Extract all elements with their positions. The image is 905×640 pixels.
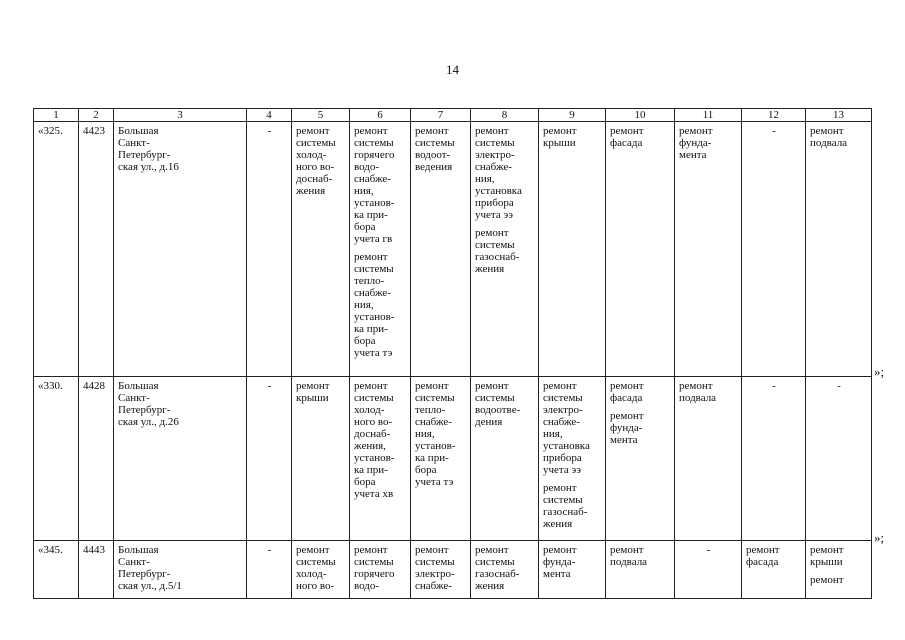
cell-text-line: ремонт (475, 544, 509, 556)
cell-text-line: системы (475, 556, 515, 568)
cell-text-line: газоснаб- (475, 251, 520, 263)
cell-text-line: системы (415, 556, 455, 568)
cell-text-line: установ- (354, 311, 395, 323)
repair-schedule-table (33, 108, 872, 599)
cell-text-line: ская ул., д.26 (118, 416, 179, 428)
cell-text-line: учета тэ (415, 476, 454, 488)
cell-text-line: снабже- (354, 173, 391, 185)
cell-text-line: газоснаб- (475, 568, 520, 580)
table-cell (742, 541, 806, 599)
cell-text-line: ния, (543, 428, 563, 440)
cell-text-line: ремонт (610, 125, 644, 137)
cell-text-block (610, 544, 671, 568)
cell-text-block (83, 544, 110, 556)
table-cell (34, 541, 79, 599)
cell-text-block (679, 380, 738, 404)
cell-text-line: системы (354, 392, 394, 404)
cell-text-line: подвала (610, 556, 648, 568)
cell-text-block (83, 125, 110, 137)
cell-text-line: системы (475, 137, 515, 149)
cell-text-block (354, 125, 407, 245)
table-cell (79, 541, 114, 599)
table-cell (411, 377, 471, 541)
cell-text-line: водоот- (415, 149, 451, 161)
cell-text-line: ремонт (415, 380, 449, 392)
cell-text-block (354, 380, 407, 500)
table-cell (292, 541, 350, 599)
cell-text-line: системы (296, 556, 336, 568)
cell-text-line: электро- (415, 568, 455, 580)
cell-text-line: 4443 (83, 544, 105, 556)
cell-text-line: ния, (415, 428, 435, 440)
column-header: 4 (247, 109, 292, 122)
cell-text-line: системы (354, 263, 394, 275)
cell-text-line: установ- (354, 197, 395, 209)
cell-text-line: системы (475, 239, 515, 251)
table-cell (114, 122, 247, 377)
cell-text-line: Петербург- (118, 404, 171, 416)
cell-text-block (83, 380, 110, 392)
cell-text-line: - (706, 544, 711, 556)
cell-text-block (251, 380, 288, 392)
cell-text-line: фунда- (543, 556, 576, 568)
table-row (34, 541, 872, 599)
cell-text-line: Большая (118, 380, 159, 392)
cell-text-line: крыши (543, 137, 576, 149)
cell-text-line: Петербург- (118, 568, 171, 580)
cell-text-line: ремонт (810, 125, 844, 137)
cell-text-line: ния, (475, 173, 495, 185)
cell-text-line: ремонт (354, 544, 388, 556)
cell-text-block (810, 544, 868, 568)
column-header: 1 (34, 109, 79, 122)
cell-text-block (610, 125, 671, 149)
column-header: 7 (411, 109, 471, 122)
cell-text-block (38, 125, 75, 137)
table-row (34, 122, 872, 377)
cell-text-line: холод- (354, 404, 385, 416)
cell-text-line: системы (543, 392, 583, 404)
column-header: 6 (350, 109, 411, 122)
cell-text-line: Санкт- (118, 392, 150, 404)
cell-text-block (746, 544, 802, 568)
table-cell (34, 377, 79, 541)
table-cell (675, 541, 742, 599)
cell-text-line: 4423 (83, 125, 105, 137)
table-cell (471, 122, 539, 377)
cell-text-line: ного во- (354, 416, 393, 428)
cell-text-line: снабже- (475, 161, 512, 173)
cell-text-line: ремонт (296, 125, 330, 137)
table-cell (247, 122, 292, 377)
cell-text-line: учета ээ (543, 464, 581, 476)
cell-text-line: жения (475, 580, 505, 592)
cell-text-block (543, 380, 602, 476)
cell-text-block (354, 251, 407, 359)
cell-text-line: снабже- (543, 416, 580, 428)
cell-text-line: электро- (543, 404, 583, 416)
cell-text-line: установка (543, 440, 590, 452)
cell-text-line: системы (354, 137, 394, 149)
cell-text-line: 4428 (83, 380, 105, 392)
cell-text-block (475, 380, 535, 428)
table-cell (539, 122, 606, 377)
cell-text-line: бора (415, 464, 437, 476)
column-header: 8 (471, 109, 539, 122)
cell-text-line: прибора (475, 197, 514, 209)
cell-text-line: мента (679, 149, 707, 161)
page-number: 14 (446, 62, 459, 77)
cell-text-block (475, 544, 535, 592)
table-cell (606, 541, 675, 599)
cell-text-block (415, 125, 467, 173)
cell-text-line: учета ээ (475, 209, 513, 221)
table-cell (247, 377, 292, 541)
cell-text-line: горячего (354, 149, 395, 161)
column-header: 12 (742, 109, 806, 122)
cell-text-block (251, 125, 288, 137)
cell-text-line: системы (475, 392, 515, 404)
cell-text-line: ская ул., д.5/1 (118, 580, 182, 592)
table-cell (292, 377, 350, 541)
cell-text-line: ремонт (475, 380, 509, 392)
table-cell (34, 122, 79, 377)
cell-text-block (810, 125, 868, 149)
cell-text-block (296, 125, 346, 197)
cell-text-block (610, 380, 671, 404)
cell-text-line: холод- (296, 568, 327, 580)
cell-text-line: ремонт (543, 380, 577, 392)
cell-text-line: фасада (610, 137, 643, 149)
cell-text-block (543, 544, 602, 580)
column-header: 11 (675, 109, 742, 122)
column-number-header-row (34, 109, 872, 122)
cell-text-line: ремонт (296, 380, 330, 392)
cell-text-line: Большая (118, 544, 159, 556)
cell-text-line: - (267, 380, 272, 392)
cell-text-line: установ- (415, 440, 456, 452)
cell-text-line: «330. (38, 380, 63, 392)
cell-text-line: ремонт (810, 544, 844, 556)
cell-text-line: фасада (746, 556, 779, 568)
cell-text-line: Санкт- (118, 556, 150, 568)
cell-text-line: мента (543, 568, 571, 580)
cell-text-line: холод- (296, 149, 327, 161)
row-end-mark: »; (874, 530, 885, 545)
cell-text-line: установ- (354, 452, 395, 464)
cell-text-line: ремонт (610, 410, 644, 422)
row-end-mark: »; (874, 364, 885, 379)
table-body (34, 122, 872, 599)
cell-text-line: снабже- (415, 416, 452, 428)
table-cell (247, 541, 292, 599)
cell-text-block (679, 544, 738, 556)
cell-text-block (679, 125, 738, 161)
cell-text-block (296, 380, 346, 404)
table-cell (79, 377, 114, 541)
cell-text-block (810, 380, 868, 392)
table-cell (675, 122, 742, 377)
cell-text-line: доснаб- (296, 173, 333, 185)
table-row (34, 377, 872, 541)
cell-text-line: учета хв (354, 488, 394, 500)
cell-text-block (475, 227, 535, 275)
cell-text-line: ремонт (543, 544, 577, 556)
cell-text-line: системы (415, 137, 455, 149)
table-cell (292, 122, 350, 377)
cell-text-line: ка при- (354, 323, 388, 335)
cell-text-block (746, 380, 802, 392)
table-cell (539, 377, 606, 541)
cell-text-block (38, 544, 75, 556)
cell-text-line: горячего (354, 568, 395, 580)
column-header: 13 (806, 109, 872, 122)
cell-text-line: тепло- (354, 275, 385, 287)
table-cell (411, 541, 471, 599)
cell-text-line: водо- (354, 580, 380, 592)
cell-text-line: ремонт (610, 380, 644, 392)
cell-text-line: - (267, 125, 272, 137)
table-cell (350, 541, 411, 599)
table-cell (606, 377, 675, 541)
table-cell (350, 122, 411, 377)
cell-text-line: водоотве- (475, 404, 521, 416)
cell-text-line: доснаб- (354, 428, 391, 440)
cell-text-block (415, 380, 467, 488)
cell-text-line: «345. (38, 544, 63, 556)
cell-text-block (543, 125, 602, 149)
cell-text-line: крыши (810, 556, 843, 568)
cell-text-line: ного во- (296, 580, 335, 592)
table-cell (539, 541, 606, 599)
cell-text-line: - (267, 544, 272, 556)
cell-text-block (415, 544, 467, 592)
cell-text-block (118, 125, 243, 173)
cell-text-line: ведения (415, 161, 453, 173)
table-cell (471, 541, 539, 599)
cell-text-line: ская ул., д.16 (118, 161, 179, 173)
cell-text-line: системы (354, 556, 394, 568)
cell-text-line: мента (610, 434, 638, 446)
cell-text-block (543, 482, 602, 530)
cell-text-line: бора (354, 335, 376, 347)
cell-text-line: ного во- (296, 161, 335, 173)
cell-text-line: подвала (679, 392, 717, 404)
cell-text-line: дения (475, 416, 503, 428)
table-cell (806, 377, 872, 541)
column-header: 10 (606, 109, 675, 122)
cell-text-line: ремонт (543, 482, 577, 494)
cell-text-line: ремонт (679, 125, 713, 137)
table-cell (742, 122, 806, 377)
table-cell (806, 541, 872, 599)
cell-text-block (38, 380, 75, 392)
cell-text-line: водо- (354, 161, 380, 173)
cell-text-line: фасада (610, 392, 643, 404)
table-cell (806, 122, 872, 377)
table-cell (411, 122, 471, 377)
table-cell (742, 377, 806, 541)
cell-text-line: жения (296, 185, 326, 197)
cell-text-block (610, 410, 671, 446)
cell-text-line: ремонт (810, 574, 844, 586)
cell-text-line: ремонт (543, 125, 577, 137)
cell-text-line: ремонт (475, 125, 509, 137)
cell-text-line: ремонт (746, 544, 780, 556)
cell-text-line: учета тэ (354, 347, 393, 359)
table-cell (675, 377, 742, 541)
cell-text-line: тепло- (415, 404, 446, 416)
cell-text-block (475, 125, 535, 221)
cell-text-line: ремонт (354, 251, 388, 263)
table-cell (79, 122, 114, 377)
cell-text-line: Санкт- (118, 137, 150, 149)
cell-text-line: прибора (543, 452, 582, 464)
column-header: 3 (114, 109, 247, 122)
cell-text-line: ремонт (415, 544, 449, 556)
cell-text-line: бора (354, 476, 376, 488)
cell-text-line: электро- (475, 149, 515, 161)
column-header: 5 (292, 109, 350, 122)
cell-text-line: установка (475, 185, 522, 197)
cell-text-block (296, 544, 346, 592)
cell-text-line: ремонт (354, 380, 388, 392)
cell-text-line: жения (475, 263, 505, 275)
table-cell (471, 377, 539, 541)
cell-text-line: Петербург- (118, 149, 171, 161)
cell-text-line: ния, (354, 299, 374, 311)
cell-text-block (354, 544, 407, 592)
cell-text-line: ка при- (354, 464, 388, 476)
table-cell (114, 541, 247, 599)
cell-text-line: ремонт (475, 227, 509, 239)
cell-text-block (810, 574, 868, 586)
table-cell (350, 377, 411, 541)
cell-text-block (746, 125, 802, 137)
cell-text-block (251, 544, 288, 556)
cell-text-line: снабже- (415, 580, 452, 592)
cell-text-line: ремонт (415, 125, 449, 137)
cell-text-line: - (772, 380, 776, 392)
column-header: 9 (539, 109, 606, 122)
cell-text-line: крыши (296, 392, 329, 404)
cell-text-line: ремонт (296, 544, 330, 556)
cell-text-line: - (837, 380, 841, 392)
table-cell (606, 122, 675, 377)
cell-text-line: учета гв (354, 233, 393, 245)
cell-text-line: системы (296, 137, 336, 149)
cell-text-line: системы (543, 494, 583, 506)
cell-text-line: жения, (354, 440, 386, 452)
cell-text-line: - (772, 125, 776, 137)
cell-text-line: фунда- (679, 137, 712, 149)
cell-text-line: ремонт (354, 125, 388, 137)
cell-text-block (118, 544, 243, 592)
cell-text-line: ния, (354, 185, 374, 197)
cell-text-line: системы (415, 392, 455, 404)
cell-text-line: бора (354, 221, 376, 233)
cell-text-line: ремонт (610, 544, 644, 556)
cell-text-line: «325. (38, 125, 63, 137)
column-header: 2 (79, 109, 114, 122)
cell-text-line: подвала (810, 137, 848, 149)
cell-text-line: жения (543, 518, 573, 530)
cell-text-line: снабже- (354, 287, 391, 299)
cell-text-line: ка при- (415, 452, 449, 464)
cell-text-line: фунда- (610, 422, 643, 434)
cell-text-line: газоснаб- (543, 506, 588, 518)
cell-text-line: ремонт (679, 380, 713, 392)
cell-text-block (118, 380, 243, 428)
cell-text-line: ка при- (354, 209, 388, 221)
cell-text-line: Большая (118, 125, 159, 137)
table-cell (114, 377, 247, 541)
